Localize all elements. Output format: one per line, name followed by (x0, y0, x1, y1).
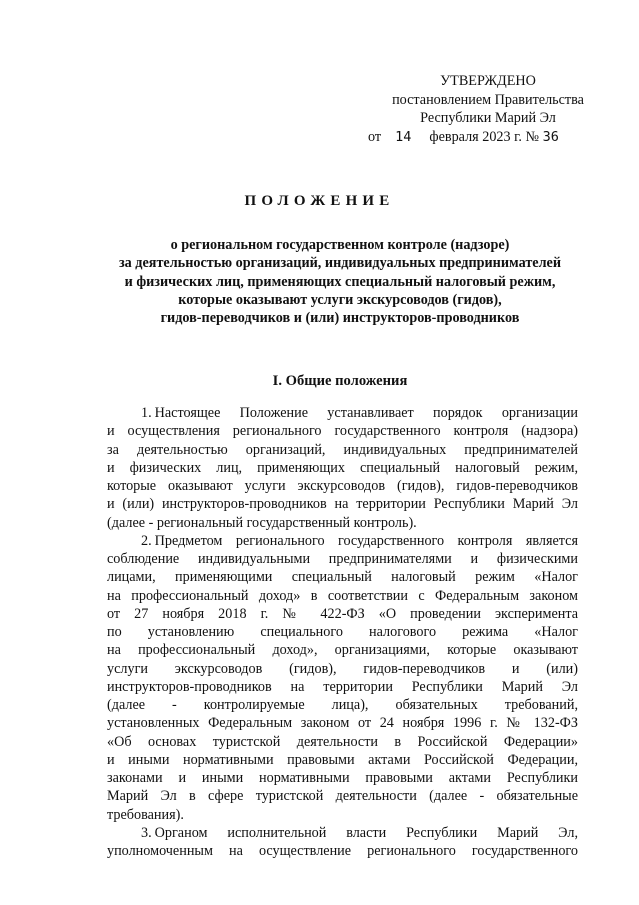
paragraph-1 (107, 404, 578, 532)
paragraph-line: 3. Органом исполнительной власти Республики Марий Эл, (141, 824, 578, 841)
paragraph-line: по установлению специального налогового режима «Налог (107, 624, 578, 640)
paragraph-3 (107, 824, 578, 861)
paragraph-line: и осуществления регионального государственного контроля (надзора) (107, 423, 578, 440)
paragraph-line: и иными нормативными правовыми актами Российской Федерации, (107, 751, 578, 768)
paragraph-line: услуги экскурсоводов (гидов), гидов-переводчиков и (или) (107, 660, 578, 677)
subtitle-line: и физических лиц, применяющих специальный налоговый режим, (124, 273, 556, 290)
paragraph-line: «Об основах туристской деятельности в Российской Федерации» (107, 733, 578, 750)
date-prefix: от (368, 128, 382, 145)
paragraph-line: и (или) инструкторов-проводников на территории Республики Марий Эл (107, 496, 578, 513)
approval-republic: Республики Марий Эл (420, 110, 556, 126)
paragraph-line: (далее - контролируемые лица), обязательных требований, (107, 697, 578, 713)
paragraph-line: от 27 ноября 2018 г. № 422-ФЗ «О проведении эксперимента (107, 605, 578, 622)
approval-decree: постановлением Правительства (392, 91, 584, 108)
paragraph-number: 3. (141, 824, 152, 841)
paragraph-line: инструкторов-проводников на территории Республики Марий Эл (107, 678, 578, 695)
document-subtitle (100, 236, 580, 327)
paragraph-line: 2. Предметом регионального государственного контроля является (141, 532, 578, 549)
paragraph-line: лицами, применяющими специальный налоговый режим «Налог (107, 569, 578, 586)
paragraph-line: законами и иными нормативными правовыми актами Республики (107, 770, 578, 786)
date-day: 14 (395, 128, 412, 145)
subtitle-line: гидов-переводчиков и (или) инструкторов-проводников (160, 310, 520, 327)
approval-title: УТВЕРЖДЕНО (440, 73, 536, 89)
subtitle-line: о региональном государственном контроле (надзоре) (170, 237, 510, 253)
paragraph-line: (далее - региональный государственный контроль). (107, 514, 417, 531)
document-body (107, 404, 578, 860)
subtitle-line: которые оказывают услуги экскурсоводов (гидов), (178, 291, 502, 308)
paragraph-2 (107, 532, 578, 824)
paragraph-number: 2. (141, 532, 152, 549)
paragraph-line: Марий Эл в сфере туристской деятельности (далее - обязательные (107, 788, 578, 805)
paragraph-line: на профессиональный доход» в соответствии с Федеральным законом (107, 587, 578, 604)
section-heading: I. Общие положения (272, 373, 408, 389)
date-rest: февраля 2023 г. № (429, 128, 540, 145)
paragraph-line: уполномоченным на осуществление регионального государственного (107, 843, 578, 859)
paragraph-line: соблюдение индивидуальными предпринимателями и физическими (107, 551, 578, 567)
paragraph-line: за деятельностью организаций, индивидуальных предпринимателей (107, 441, 578, 458)
subtitle-line: за деятельностью организаций, индивидуальных предпринимателей (118, 255, 562, 272)
paragraph-line: на профессиональный доход», организациями, которые оказывают (107, 642, 578, 659)
paragraph-number: 1. (141, 405, 152, 421)
approval-date-line (368, 128, 608, 147)
paragraph-line: и физических лиц, применяющих специальный налоговый режим, (107, 459, 578, 476)
decree-number: 36 (542, 128, 559, 145)
paragraph-line: установленных Федеральным законом от 24 ноября 1996 г. № 132-ФЗ (107, 715, 578, 732)
paragraph-line: требования). (107, 806, 184, 823)
paragraph-line: 1. Настоящее Положение устанавливает порядок организации (141, 405, 578, 421)
approval-stamp (368, 72, 608, 146)
document-title: ПОЛОЖЕНИЕ (244, 193, 395, 209)
paragraph-line: которые оказывают услуги экскурсоводов (гидов), гидов-переводчиков (107, 478, 578, 494)
